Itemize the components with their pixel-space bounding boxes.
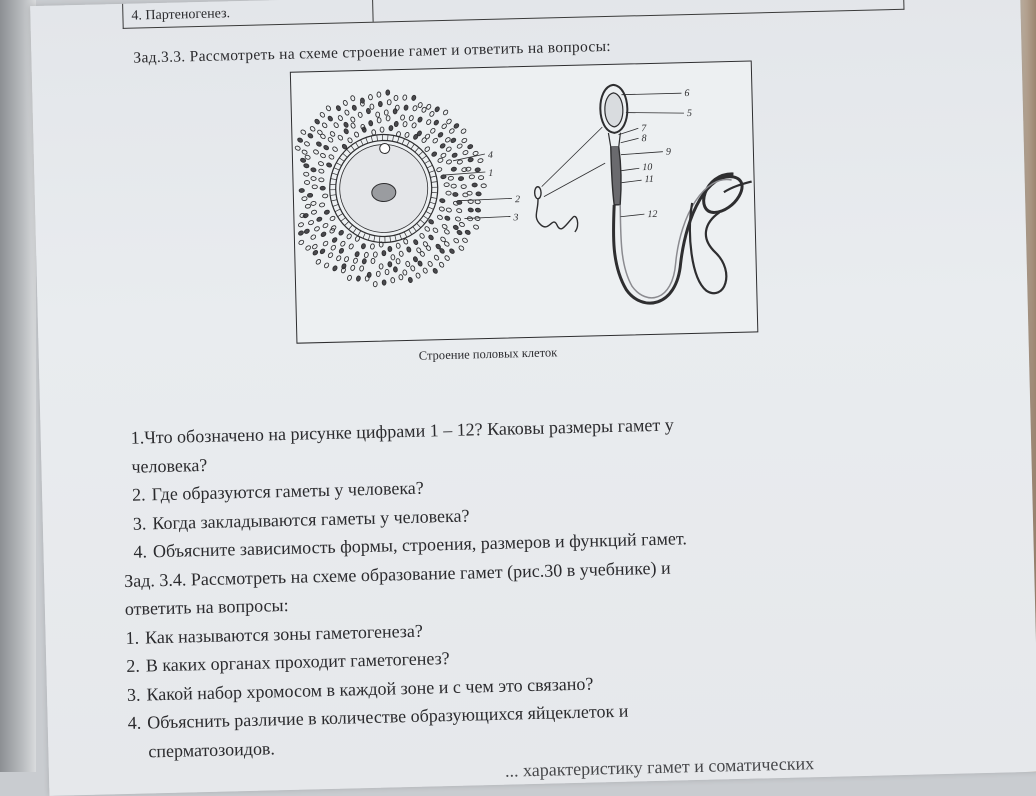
follicle-cell	[380, 127, 384, 132]
follicle-cell	[336, 105, 342, 111]
follicle-cell	[446, 118, 452, 124]
follicle-cell	[459, 222, 465, 228]
follicle-cell	[302, 196, 308, 200]
follicle-cell	[318, 169, 324, 174]
follicle-cell	[444, 183, 449, 187]
follicle-cell	[453, 238, 459, 244]
follicle-cell	[417, 116, 423, 122]
follicle-cell	[320, 133, 326, 139]
follicle-cell	[441, 123, 447, 129]
small-sperm-drawing	[533, 127, 607, 233]
question-text: В каких органах проходит гаметогенез?	[146, 648, 450, 675]
follicle-cell	[346, 233, 352, 239]
follicle-cell	[343, 100, 349, 106]
follicle-cell	[458, 245, 464, 251]
follicle-cell	[303, 172, 309, 177]
egg-label-3: 3	[512, 212, 518, 223]
follicle-cell	[400, 115, 405, 121]
follicle-cell	[449, 248, 455, 254]
follicle-cell	[343, 122, 349, 128]
follicle-cell	[405, 261, 410, 267]
question-text: Что обозначено на рисунке цифрами 1 – 12? Каковы размеры гамет у	[144, 403, 997, 452]
follicle-cell	[453, 225, 459, 231]
follicle-cell	[477, 158, 483, 163]
follicle-cell	[304, 180, 309, 184]
follicle-cell	[337, 134, 343, 140]
follicle-cell	[478, 175, 484, 179]
follicle-cell	[350, 116, 356, 122]
follicle-cell	[396, 243, 401, 249]
follicle-cell	[315, 259, 321, 265]
question-text: Когда закладываются гаметы у человека?	[152, 505, 470, 533]
follicle-cell	[376, 112, 380, 117]
follicle-cell	[361, 243, 366, 249]
egg-label-2: 2	[515, 194, 520, 205]
follicle-cell	[439, 198, 445, 203]
follicle-cell	[373, 281, 377, 286]
follicle-cell	[439, 143, 445, 149]
follicle-cell	[391, 277, 395, 283]
follicle-cell	[421, 137, 427, 143]
follicle-cell	[385, 269, 389, 274]
follicle-cell	[387, 100, 391, 105]
question-number: 3.	[127, 684, 141, 704]
previous-task-table	[122, 0, 904, 29]
follicle-cell	[322, 240, 328, 246]
follicle-cell	[456, 230, 462, 236]
follicle-cell	[311, 210, 317, 215]
follicle-cell	[403, 238, 408, 244]
sperm-labels	[617, 88, 694, 221]
follicle-cell	[366, 108, 371, 114]
follicle-cell	[442, 109, 448, 115]
sperm-label-12: 12	[647, 209, 657, 220]
document-page	[30, 0, 1036, 796]
follicle-cell	[311, 176, 317, 181]
follicle-cell	[461, 185, 466, 189]
follicle-cell	[384, 110, 388, 115]
follicle-cell	[298, 230, 304, 236]
follicle-cell	[415, 272, 420, 278]
follicle-cell	[406, 246, 411, 252]
follicle-cell	[416, 247, 422, 253]
follicle-cell	[322, 194, 328, 198]
follicle-cell	[307, 193, 313, 197]
follicle-cell	[320, 153, 326, 159]
follicle-cell	[389, 125, 393, 131]
follicle-cell	[434, 106, 440, 112]
follicle-cell	[417, 260, 423, 266]
follicle-cell	[444, 255, 450, 261]
sperm-label-7: 7	[641, 123, 647, 134]
follicle-cell	[347, 275, 352, 281]
question-text: сперматозоидов.	[148, 738, 275, 761]
follicle-cell	[402, 270, 407, 276]
follicle-cell	[329, 215, 335, 221]
follicle-cell	[413, 256, 419, 262]
background-left-edge	[0, 0, 36, 772]
follicle-cell	[388, 262, 392, 267]
follicle-cell	[399, 274, 404, 280]
follicle-cell	[368, 120, 373, 126]
question-number: 1.	[125, 627, 139, 647]
follicle-cell	[297, 137, 303, 143]
follicle-cell	[343, 128, 349, 134]
follicle-cell	[378, 101, 382, 106]
follicle-cell	[328, 154, 334, 160]
follicle-cell	[359, 265, 364, 271]
follicle-cell	[458, 176, 464, 180]
follicle-cell	[473, 224, 479, 230]
follicle-cell	[309, 126, 315, 132]
follicle-cell	[341, 267, 347, 273]
follicle-cell	[431, 151, 437, 157]
follicle-cell	[377, 118, 381, 123]
follicle-cell	[451, 152, 457, 158]
follicle-cell	[319, 248, 325, 254]
follicle-cell	[450, 137, 456, 143]
follicle-cell	[451, 184, 456, 188]
follicle-cell	[411, 122, 417, 128]
follicle-cell	[371, 258, 375, 264]
question-text: Объясните зависимость формы, строения, размеров и функций гамет.	[153, 528, 687, 561]
question-text: Где образуются гаметы у человека?	[151, 478, 424, 505]
follicle-cell	[469, 175, 475, 179]
follicle-cell	[376, 271, 380, 276]
table-cell: 4. Партеногенез.	[123, 0, 374, 28]
question-number: 3.	[133, 513, 147, 533]
follicle-cell	[388, 246, 392, 252]
follicle-cell	[409, 115, 414, 121]
follicle-cell	[456, 143, 462, 149]
follicle-cell	[462, 237, 468, 243]
follicle-cell	[301, 149, 307, 155]
follicle-cell	[312, 243, 318, 249]
follicle-cell	[337, 115, 343, 121]
follicle-cell	[320, 231, 326, 237]
follicle-cell	[393, 267, 397, 273]
follicle-cell	[313, 149, 319, 155]
follicle-cell	[476, 192, 481, 196]
follicle-cell	[354, 251, 359, 257]
follicle-cell	[421, 107, 427, 113]
sperm-label-8: 8	[641, 133, 646, 144]
follicle-cell	[304, 228, 310, 234]
follicle-cell	[298, 239, 304, 245]
follicle-cell	[456, 208, 462, 213]
follicle-cell	[424, 133, 430, 139]
follicle-cell	[305, 245, 311, 251]
follicle-cell	[412, 105, 417, 111]
follicle-cell	[455, 216, 461, 222]
questions-list	[116, 403, 1005, 795]
sperm-label-5: 5	[687, 108, 692, 119]
follicle-cell	[354, 131, 360, 137]
follicle-cell	[298, 222, 304, 228]
follicle-cell	[408, 277, 413, 283]
follicle-cell	[370, 104, 374, 110]
follicle-cell	[404, 105, 409, 111]
follicle-cell	[314, 226, 320, 232]
follicle-cell	[467, 144, 473, 150]
follicle-cell	[445, 137, 451, 143]
follicle-cell	[344, 256, 350, 262]
follicle-cell	[370, 244, 375, 250]
follicle-cell	[317, 129, 323, 135]
follicle-cell	[428, 234, 434, 240]
follicle-cell	[422, 241, 428, 247]
gametes-figure	[290, 60, 759, 343]
follicle-cell	[382, 280, 386, 285]
follicle-cell	[325, 105, 331, 111]
follicle-cell	[373, 252, 377, 258]
follicle-cell	[461, 138, 467, 144]
follicle-cell	[475, 167, 481, 172]
follicle-cell	[326, 162, 332, 168]
follicle-cell	[417, 102, 423, 108]
question-text: человека?	[131, 454, 207, 476]
follicle-cell	[340, 241, 346, 247]
follicle-cell	[426, 104, 432, 110]
follicle-cell	[324, 209, 330, 215]
follicle-cell	[324, 262, 330, 268]
follicle-cell	[344, 109, 350, 115]
follicle-cell	[347, 137, 353, 143]
follicle-cell	[336, 255, 342, 261]
follicle-cell	[446, 159, 452, 165]
follicle-cell	[432, 137, 438, 143]
question-text: Как называются зоны гаметогенеза?	[145, 620, 423, 647]
follicle-cell	[453, 123, 459, 129]
follicle-cell	[322, 122, 328, 128]
question-number: 2.	[132, 484, 146, 504]
follicle-cell	[472, 183, 477, 187]
follicle-cell	[444, 215, 450, 221]
follicle-cell	[338, 230, 344, 236]
follicle-cell	[314, 118, 320, 124]
follicle-cell	[428, 219, 434, 225]
follicle-cell	[312, 250, 318, 256]
follicle-cell	[419, 251, 425, 257]
follicle-cell	[348, 243, 354, 249]
follicle-cell	[446, 146, 452, 152]
follicle-cell	[413, 239, 419, 245]
follicle-cell	[424, 226, 430, 232]
follicle-cell	[433, 254, 439, 260]
follicle-cell	[481, 184, 486, 188]
follicle-cell	[425, 245, 431, 251]
question-text: Зад. 3.4. Рассмотреть на схеме образование гамет (рис.30 в учебнике) и	[124, 557, 671, 590]
follicle-cell	[404, 132, 410, 138]
follicle-cell	[295, 145, 301, 151]
question-text: ответить на вопросы:	[125, 595, 289, 619]
follicle-cell	[303, 163, 309, 168]
follicle-cell	[318, 161, 324, 167]
follicle-cell	[474, 216, 480, 221]
follicle-cell	[386, 116, 390, 121]
follicle-cell	[308, 220, 314, 226]
follicle-cell	[338, 248, 344, 254]
follicle-cell	[371, 129, 376, 135]
follicle-cell	[331, 237, 337, 243]
follicle-cell	[462, 150, 468, 156]
follicle-cell	[460, 128, 466, 134]
follicle-cell	[399, 251, 404, 257]
follicle-cell	[433, 119, 439, 125]
egg-label-1: 1	[488, 168, 493, 179]
follicle-cell	[310, 234, 316, 240]
follicle-cell	[402, 121, 407, 127]
follicle-cell	[441, 224, 447, 230]
follicle-cell	[422, 267, 428, 273]
follicle-cell	[437, 132, 443, 138]
follicle-cell	[465, 167, 471, 172]
follicle-cell	[362, 258, 367, 264]
egg-label-4: 4	[488, 150, 493, 161]
follicle-cell	[316, 141, 322, 147]
follicle-cell	[356, 276, 361, 282]
task-title: Зад.3.3. Рассмотреть на схеме строение гамет и ответить на вопросы:	[133, 38, 611, 68]
follicle-cell	[319, 112, 325, 118]
follicle-cell	[453, 192, 459, 196]
follicle-cell	[391, 254, 395, 260]
follicle-cell	[300, 129, 306, 135]
question-text: ... характеристику гамет и соматических	[505, 753, 815, 781]
question-number: 4.	[127, 713, 141, 733]
follicle-cell	[437, 157, 443, 163]
follicle-cell	[323, 145, 329, 151]
follicle-cell	[382, 251, 386, 256]
follicle-cell	[327, 115, 333, 121]
egg-nucleus	[372, 183, 396, 202]
follicle-cell	[350, 95, 355, 101]
follicle-cell	[475, 208, 481, 213]
follicle-cell	[330, 225, 336, 231]
sperm-label-9: 9	[666, 146, 671, 157]
follicle-cell	[327, 252, 333, 258]
follicle-cell	[332, 265, 338, 271]
follicle-cell	[429, 111, 435, 117]
follicle-cell	[358, 112, 363, 118]
follicle-cell	[330, 244, 336, 250]
follicle-cell	[437, 214, 443, 220]
follicle-cell	[465, 229, 471, 235]
follicle-cell	[444, 229, 450, 235]
follicle-cell	[426, 119, 432, 125]
follicle-cell	[352, 105, 357, 111]
follicle-cell	[432, 227, 438, 233]
follicle-cell	[446, 207, 452, 212]
follicle-cell	[299, 189, 304, 193]
follicle-cell	[350, 265, 355, 271]
question-number: 2.	[126, 656, 140, 676]
follicle-cell	[319, 178, 325, 183]
follicle-cell	[368, 94, 372, 100]
follicle-cell	[468, 207, 474, 212]
follicle-cell	[364, 252, 369, 258]
sperm-label-10: 10	[642, 162, 652, 173]
question-number: 4.	[133, 541, 147, 561]
follicle-cell	[333, 122, 339, 128]
follicle-cell	[320, 186, 325, 190]
follicle-cell	[410, 265, 415, 271]
gametes-diagram	[291, 62, 757, 343]
sperm-label-6: 6	[684, 88, 689, 99]
follicle-cell	[432, 268, 438, 274]
follicle-cell	[402, 95, 407, 101]
follicle-cell	[436, 167, 442, 172]
follicle-cell	[446, 191, 451, 195]
follicle-cell	[305, 204, 311, 209]
follicle-cell	[350, 122, 356, 128]
sperm-label-11: 11	[644, 174, 654, 185]
follicle-cell	[394, 95, 398, 101]
follicle-cell	[316, 216, 322, 222]
follicle-cell	[322, 223, 328, 229]
follicle-cell	[312, 185, 317, 189]
follicle-cell	[419, 233, 425, 239]
follicle-cell	[427, 261, 433, 267]
follicle-cell	[304, 141, 310, 147]
figure-caption: Строение половых клеток	[419, 345, 558, 363]
follicle-cell	[440, 152, 446, 158]
follicle-cell	[327, 137, 333, 143]
large-sperm-drawing	[600, 82, 755, 305]
follicle-cell	[424, 146, 430, 152]
polar-body	[380, 143, 390, 153]
follicle-cell	[307, 133, 313, 139]
follicle-cell	[396, 258, 401, 264]
follicle-cell	[394, 121, 399, 127]
follicle-cell	[377, 92, 381, 97]
follicle-cell	[430, 128, 436, 134]
follicle-cell	[332, 146, 338, 152]
follicle-cell	[379, 264, 383, 269]
follicle-cell	[439, 261, 445, 267]
follicle-cell	[311, 201, 317, 206]
follicle-cell	[386, 90, 390, 95]
egg-cell-drawing	[293, 88, 489, 289]
question-text: Какой набор хромосом в каждой зоне и с чем это связано?	[146, 673, 593, 704]
follicle-cell	[310, 167, 316, 172]
follicle-cell	[353, 258, 358, 264]
follicle-cell	[451, 167, 457, 172]
follicle-cell	[319, 202, 325, 207]
follicle-cell	[449, 128, 455, 134]
follicle-cell	[329, 131, 335, 137]
question-text: Объяснить различие в количестве образующихся яйцеклеток и	[147, 701, 629, 733]
follicle-cell	[329, 228, 335, 234]
follicle-cell	[439, 206, 445, 211]
follicle-cell	[411, 95, 416, 101]
question-number: 1.	[130, 423, 144, 452]
follicle-cell	[448, 176, 454, 181]
